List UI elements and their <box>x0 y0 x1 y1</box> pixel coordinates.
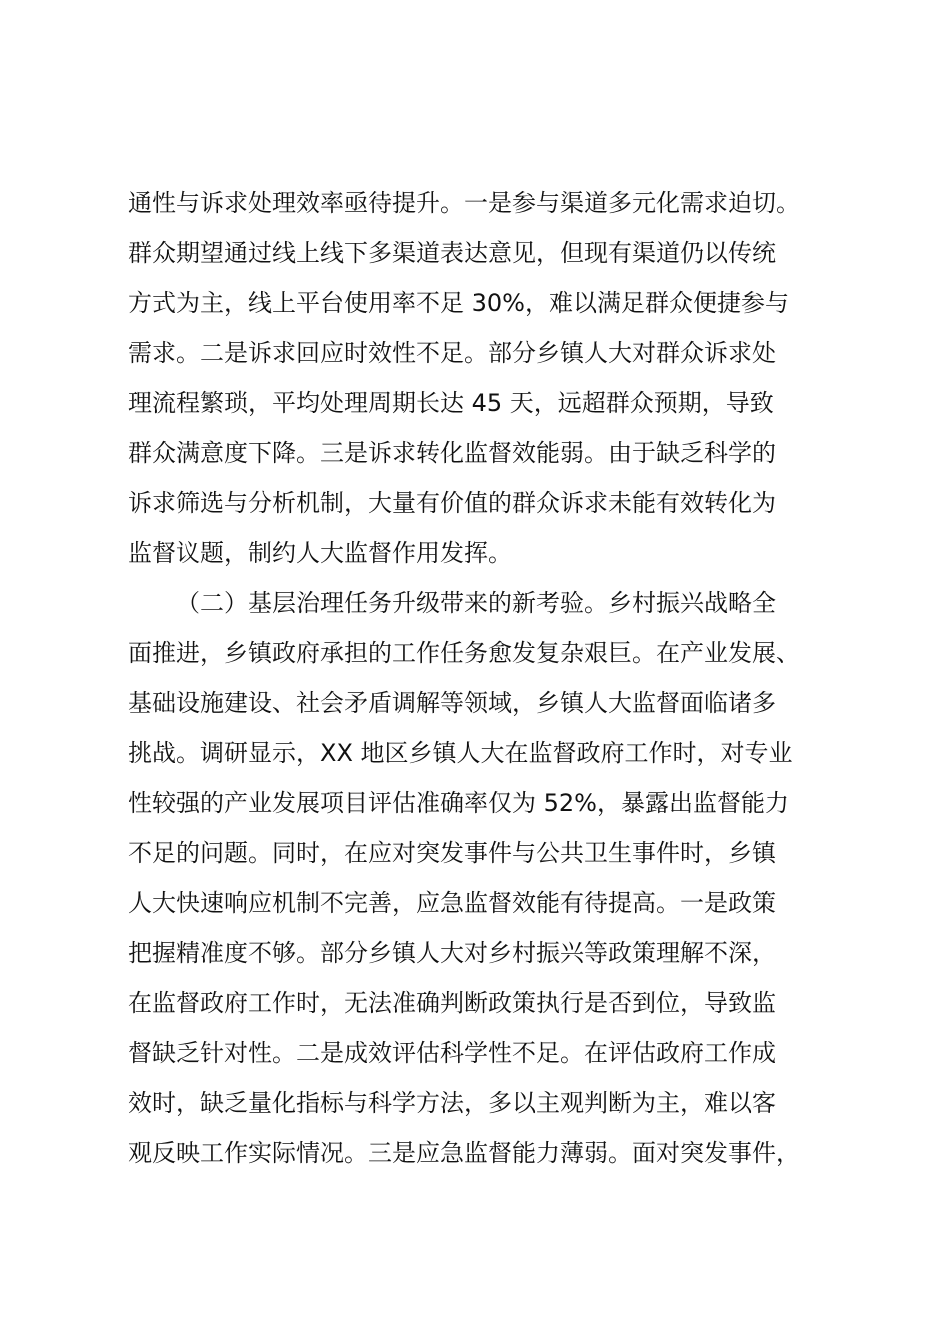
text-line: 群众期望通过线上线下多渠道表达意见，但现有渠道仍以传统 <box>128 239 776 267</box>
text-line: 诉求筛选与分析机制，大量有价值的群众诉求未能有效转化为 <box>128 489 776 517</box>
text-line: 监督议题，制约人大监督作用发挥。 <box>128 539 512 567</box>
text-line: 理流程繁琐，平均处理周期长达 45 天，远超群众预期，导致 <box>128 389 774 417</box>
section-heading-line: （二）基层治理任务升级带来的新考验。乡村振兴战略全 <box>176 589 776 617</box>
text-line: 督缺乏针对性。二是成效评估科学性不足。在评估政府工作成 <box>128 1039 776 1067</box>
text-line: 方式为主，线上平台使用率不足 30%，难以满足群众便捷参与 <box>128 289 789 317</box>
text-line: 基础设施建设、社会矛盾调解等领域，乡镇人大监督面临诸多 <box>128 689 776 717</box>
text-line: 性较强的产业发展项目评估准确率仅为 52%，暴露出监督能力 <box>128 789 789 817</box>
text-line: 在监督政府工作时，无法准确判断政策执行是否到位，导致监 <box>128 989 776 1017</box>
text-line: 观反映工作实际情况。三是应急监督能力薄弱。面对突发事件， <box>128 1139 800 1167</box>
text-line: 需求。二是诉求回应时效性不足。部分乡镇人大对群众诉求处 <box>128 339 776 367</box>
text-line: 把握精准度不够。部分乡镇人大对乡村振兴等政策理解不深， <box>128 939 776 967</box>
text-line: 通性与诉求处理效率亟待提升。一是参与渠道多元化需求迫切。 <box>128 189 800 217</box>
text-line: 面推进，乡镇政府承担的工作任务愈发复杂艰巨。在产业发展、 <box>128 639 800 667</box>
text-line: 效时，缺乏量化指标与科学方法，多以主观判断为主，难以客 <box>128 1089 776 1117</box>
body-text <box>128 178 848 1178</box>
text-line: 挑战。调研显示，XX 地区乡镇人大在监督政府工作时，对专业 <box>128 739 793 767</box>
text-line: 不足的问题。同时，在应对突发事件与公共卫生事件时，乡镇 <box>128 839 776 867</box>
text-line: 群众满意度下降。三是诉求转化监督效能弱。由于缺乏科学的 <box>128 439 776 467</box>
text-line: 人大快速响应机制不完善，应急监督效能有待提高。一是政策 <box>128 889 776 917</box>
